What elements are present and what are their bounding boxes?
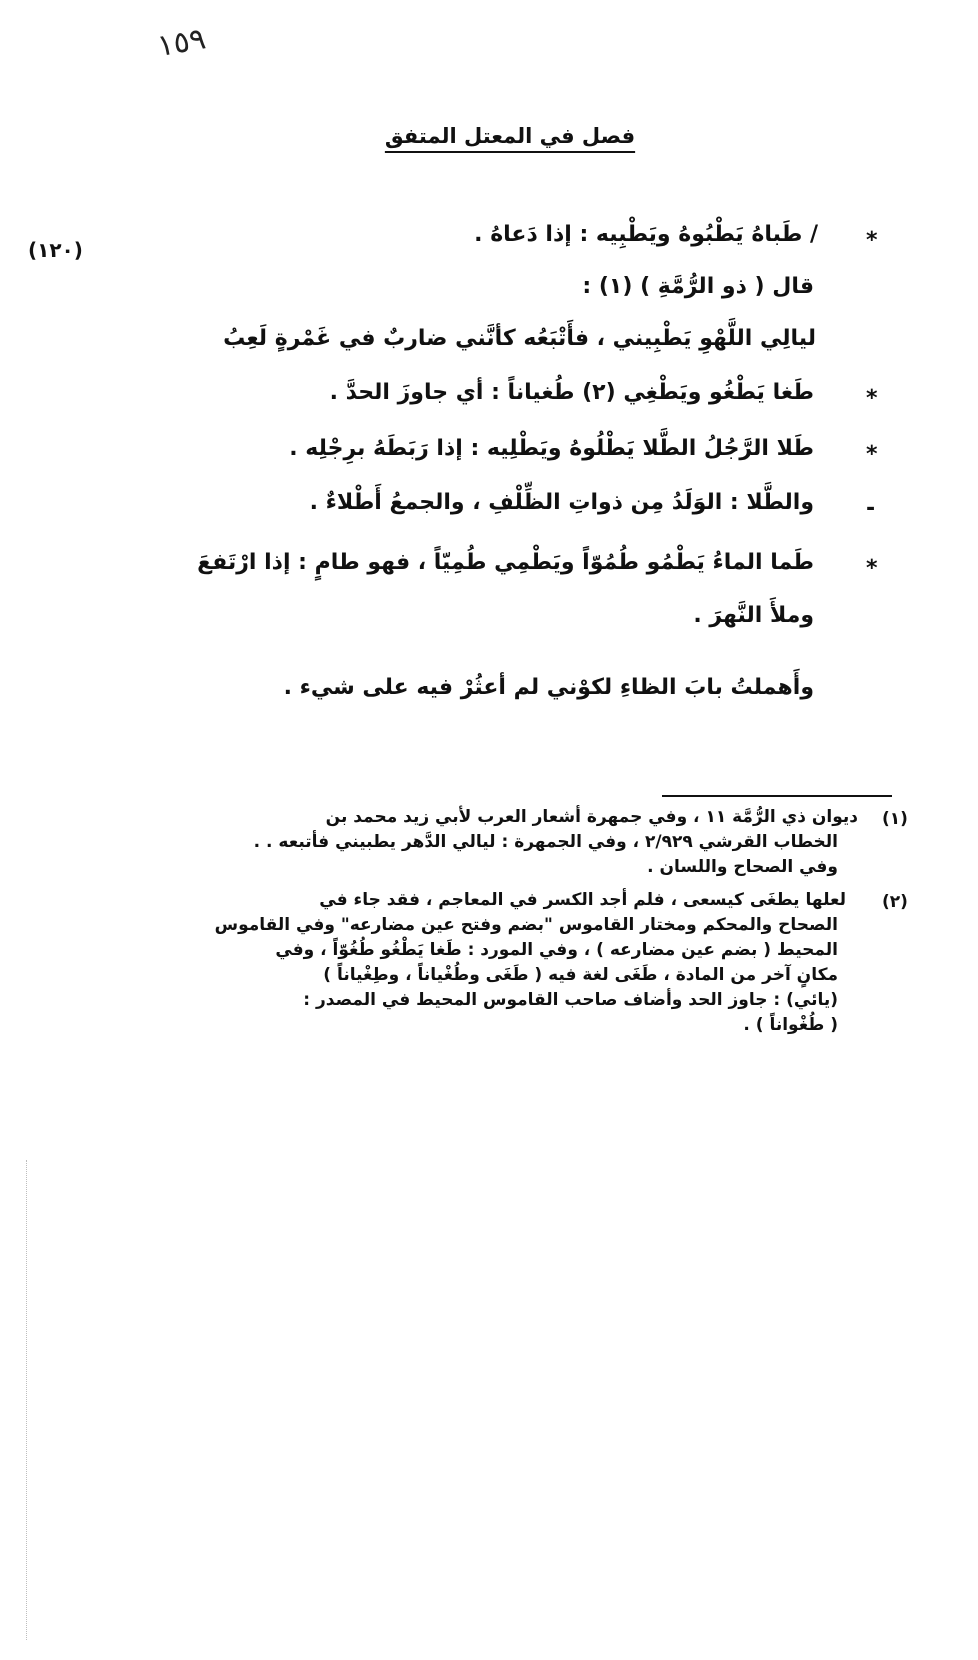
page-number: ١٥٩ xyxy=(154,21,209,65)
footnote-line: الخطاب القرشي ٢/٩٢٩ ، وفي الجمهرة : ليالي الدَّهر يطبيني فأتبعه . . xyxy=(253,832,838,852)
text-line: وأَهملتُ بابَ الظاءِ لكوْني لم أعثُرْ فيه على شيء . xyxy=(283,675,814,700)
footnote-line: (يائي) : جاوز الحد وأضاف صاحب القاموس المحيط في المصدر : xyxy=(303,990,838,1010)
scan-edge-mark xyxy=(26,1160,28,1640)
footnote-line: ( طُغْواناً ) . xyxy=(743,1015,838,1035)
text-line: قال ( ذو الرُّمَّةِ ) (١) : xyxy=(582,274,814,299)
footnote-number: (١) xyxy=(882,809,908,829)
entry-star-marker: * xyxy=(866,556,878,581)
dash-marker: - xyxy=(866,496,876,521)
text-line: / طَباهُ يَطْبُوهُ ويَطْبِيه : إذا دَعاهُ . xyxy=(474,222,818,247)
text-line: طَلا الرَّجُلُ الطَّلا يَطْلُوهُ ويَطْلِيه : إذا رَبَطَهُ برِجْلِه . xyxy=(289,436,814,461)
entry-star-marker: * xyxy=(866,228,878,253)
footnote-line: ديوان ذي الرُّمَّة ١١ ، وفي جمهرة أشعار العرب لأبي زيد محمد بن xyxy=(325,807,858,827)
footnote-line: لعلها يطغَى كيسعى ، فلم أجد الكسر في المعاجم ، فقد جاء في xyxy=(319,890,846,910)
text-line: وملأَ النَّهرَ . xyxy=(693,603,814,628)
footnote-line: مكانٍ آخر من المادة ، طَغَى لغة فيه ( طَغَى وطُغْياناً ، وطِغْياناً ) xyxy=(323,965,838,985)
text-line: طَما الماءُ يَطْمُو طُمُوّاً ويَطْمِي طُمِيّاً ، فهو طامٍ : إذا ارْتَفعَ xyxy=(197,550,814,575)
entry-number: (١٢٠) xyxy=(28,238,83,262)
footnote-line: الصحاح والمحكم ومختار القاموس "بضم وفتح عين مضارعه" وفي القاموس xyxy=(214,915,838,935)
text-line: والطَّلا : الوَلَدُ مِن ذواتِ الظِّلْفِ ، والجمعُ أَطْلاءٌ . xyxy=(309,490,814,515)
text-line: طَغا يَطْغُو ويَطْغِي (٢) طُغياناً : أي جاوزَ الحدَّ . xyxy=(329,380,814,405)
entry-star-marker: * xyxy=(866,442,878,467)
verse-line: ليالِي اللَّهْوِ يَطْبِيني ، فأَتْبَعُه كأنَّني ضاربٌ في غَمْرةٍ لَعِبُ xyxy=(223,326,816,351)
section-title: فصل في المعتل المتفق xyxy=(384,124,636,148)
footnote-line: وفي الصحاح واللسان . xyxy=(647,857,838,877)
footnote-number: (٢) xyxy=(882,892,908,912)
entry-star-marker: * xyxy=(866,386,878,411)
footnote-divider xyxy=(662,795,892,797)
footnote-line: المحيط ( بضم عين مضارعه ) ، وفي المورد : طَغا يَطْغُو طُغُوّاً ، وفي xyxy=(275,940,838,960)
